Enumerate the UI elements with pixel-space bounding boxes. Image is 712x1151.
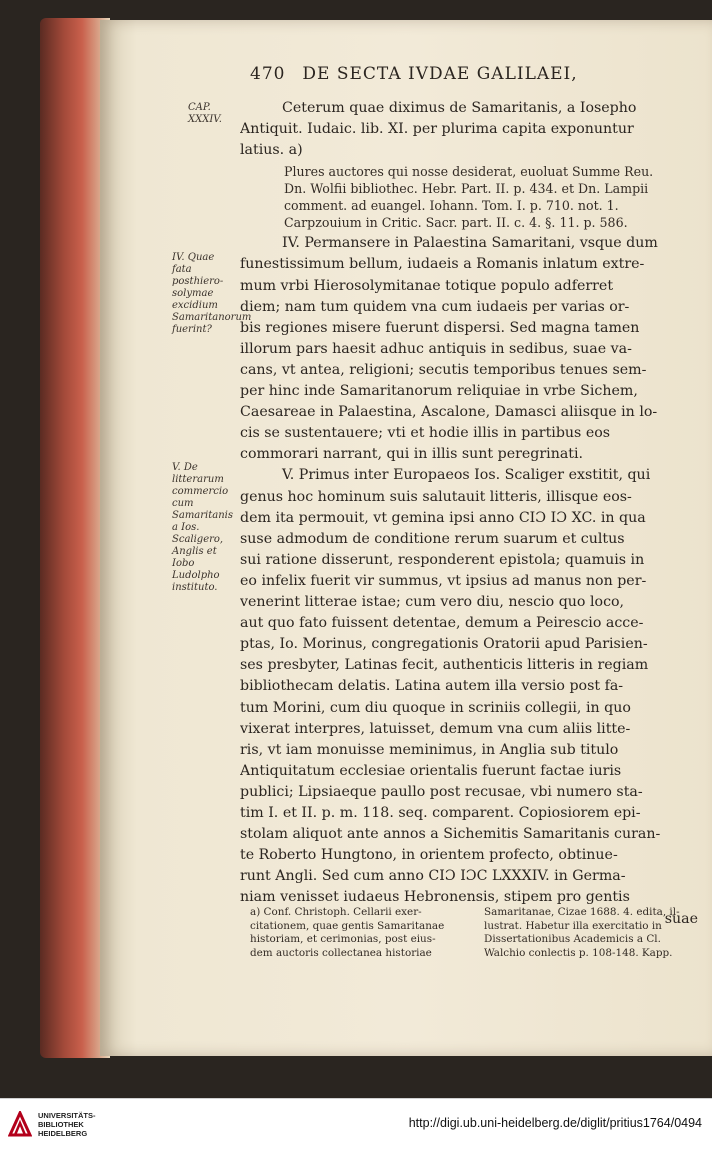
- body-line: Antiquitatum ecclesiae orientalis fuerunt factae iuris: [240, 762, 622, 779]
- body-line: niam venisset iudaeus Hebronensis, stipem pro gentis: [240, 889, 630, 906]
- note-line: Carpzouium in Critic. Sacr. part. II. c. 4. §. 11. p. 586.: [284, 215, 628, 231]
- body-line: venerint litterae istae; cum vero diu, nescio quo loco,: [240, 594, 625, 610]
- body-line: ptas, Io. Morinus, congregationis Oratorii apud Parisien-: [240, 636, 648, 653]
- margin-note-chapter: CAP. XXXIV.: [188, 102, 222, 125]
- body-line: Ceterum quae diximus de Samaritanis, a Iosepho: [282, 100, 637, 116]
- body-line: sui ratione disserunt, responderent epistola; quamuis in: [240, 551, 645, 568]
- note-line: Plures auctores qui nosse desiderat, euoluat Summe Reu.: [284, 164, 654, 180]
- body-line: commorari narrant, qui in illis sunt peregrinati.: [240, 446, 584, 463]
- margin-note-section-iv: IV. Quae fata posthiero-solymae excidium Samaritanorum fuerint?: [172, 252, 252, 335]
- body-line: diem; nam tum quidem vna cum iudaeis per varias or-: [240, 298, 630, 315]
- running-header: [250, 64, 710, 84]
- footnote-line: historiam, et cerimonias, post eius-: [250, 933, 436, 945]
- footnote-line: lustrat. Habetur illa exercitatio in: [484, 919, 662, 932]
- page-number: 470: [250, 64, 286, 84]
- body-line: per hinc inde Samaritanorum reliquiae in vrbe Sichem,: [240, 383, 638, 399]
- viewer-footer: [0, 1098, 712, 1151]
- library-logo-text: UNIVERSITÄTS- BIBLIOTHEK HEIDELBERG: [38, 1111, 96, 1138]
- body-line: ris, vt iam monuisse meminimus, in Anglia sub titulo: [240, 741, 619, 758]
- body-line: latius. a): [240, 142, 303, 159]
- body-line: bibliothecam delatis. Latina autem illa versio post fa-: [240, 678, 624, 695]
- body-line: Caesareae in Palaestina, Ascalone, Damasci aliisque in lo-: [240, 404, 658, 421]
- note-line: Dn. Wolfii bibliothec. Hebr. Part. II. p. 434. et Dn. Lampii: [284, 181, 649, 197]
- body-line: tim I. et II. p. m. 118. seq. comparent. Copiosiorem epi-: [240, 805, 641, 821]
- body-line: Antiquit. Iudaic. lib. XI. per plurima capita exponuntur: [240, 121, 634, 138]
- body-line: cans, vt antea, religioni; secutis temporibus tenues sem-: [240, 361, 647, 378]
- body-line: vixerat interpres, latuisset, demum vna cum aliis litte-: [240, 720, 631, 737]
- footnote-left-column: [250, 906, 480, 960]
- body-line: stolam aliquot ante annos a Sichemitis Samaritanis curan-: [240, 826, 661, 843]
- permalink-url[interactable]: http://digi.ub.uni-heidelberg.de/diglit/pritius1764/0494: [408, 1116, 702, 1130]
- body-line: V. Primus inter Europaeos Ios. Scaliger exstitit, qui: [282, 467, 651, 484]
- body-line: aut quo fato fuissent detentae, demum a Peirescio acce-: [240, 615, 644, 632]
- body-line: suae: [664, 910, 698, 927]
- body-line: illorum pars haesit adhuc antiquis in sedibus, suae va-: [240, 340, 632, 357]
- footnote-line: dem auctoris collectanea historiae: [250, 946, 432, 959]
- margin-note-section-v: V. De litterarum commercio cum Samaritanis a Ios. Scaligero, Anglis et Iobo Ludolpho instituto.: [172, 462, 233, 593]
- body-line: ses presbyter, Latinas fecit, authenticis litteris in regiam: [240, 657, 649, 674]
- body-line: IV. Permansere in Palaestina Samaritani, vsque dum: [282, 235, 658, 252]
- book-page: [100, 20, 712, 1056]
- body-line: dem ita permouit, vt gemina ipsi anno CIƆ IƆ XC. in qua: [240, 509, 646, 526]
- body-line: mum vrbi Hierosolymitanae totique populo adferret: [240, 277, 614, 294]
- running-title: DE SECTA IVDAE GALILAEI,: [302, 64, 578, 84]
- body-line: bis regiones misere fuerunt dispersi. Sed magna tamen: [240, 319, 640, 336]
- footnote-line: Walchio conlectis p. 108-148. Kapp.: [484, 946, 673, 959]
- note-line: comment. ad euangel. Iohann. Tom. I. p. 710. not. 1.: [284, 198, 619, 214]
- body-line: tum Morini, cum diu quoque in scriniis collegii, in quo: [240, 699, 631, 716]
- body-line: funestissimum bellum, iudaeis a Romanis inlatum extre-: [240, 256, 645, 273]
- body-line: cis se sustentauere; vti et hodie illis in partibus eos: [240, 425, 611, 442]
- footnote-line: Samaritanae, Cizae 1688. 4. edita, il-: [484, 906, 680, 918]
- library-logo-icon: [8, 1111, 32, 1137]
- footnote-line: citationem, quae gentis Samaritanae: [250, 919, 445, 932]
- body-line: suse admodum de conditione rerum suarum et cultus: [240, 530, 625, 547]
- footnote-right-column: [484, 906, 712, 960]
- footnote-line: Dissertationibus Academicis a Cl.: [484, 933, 661, 945]
- body-line: publici; Lipsiaeque paullo post recusae, vbi numero sta-: [240, 783, 643, 800]
- body-line: runt Angli. Sed cum anno CIƆ IƆC LXXXIV. in Germa-: [240, 868, 626, 885]
- footnote-line: a) Conf. Christoph. Cellarii exer-: [250, 906, 422, 918]
- body-line: eo infelix fuerit vir summus, vt ipsius ad manus non per-: [240, 572, 647, 589]
- body-line: genus hoc hominum suis salutauit litteris, illisque eos-: [240, 488, 632, 505]
- body-line: te Roberto Hungtono, in orientem profecto, obtinue-: [240, 847, 618, 864]
